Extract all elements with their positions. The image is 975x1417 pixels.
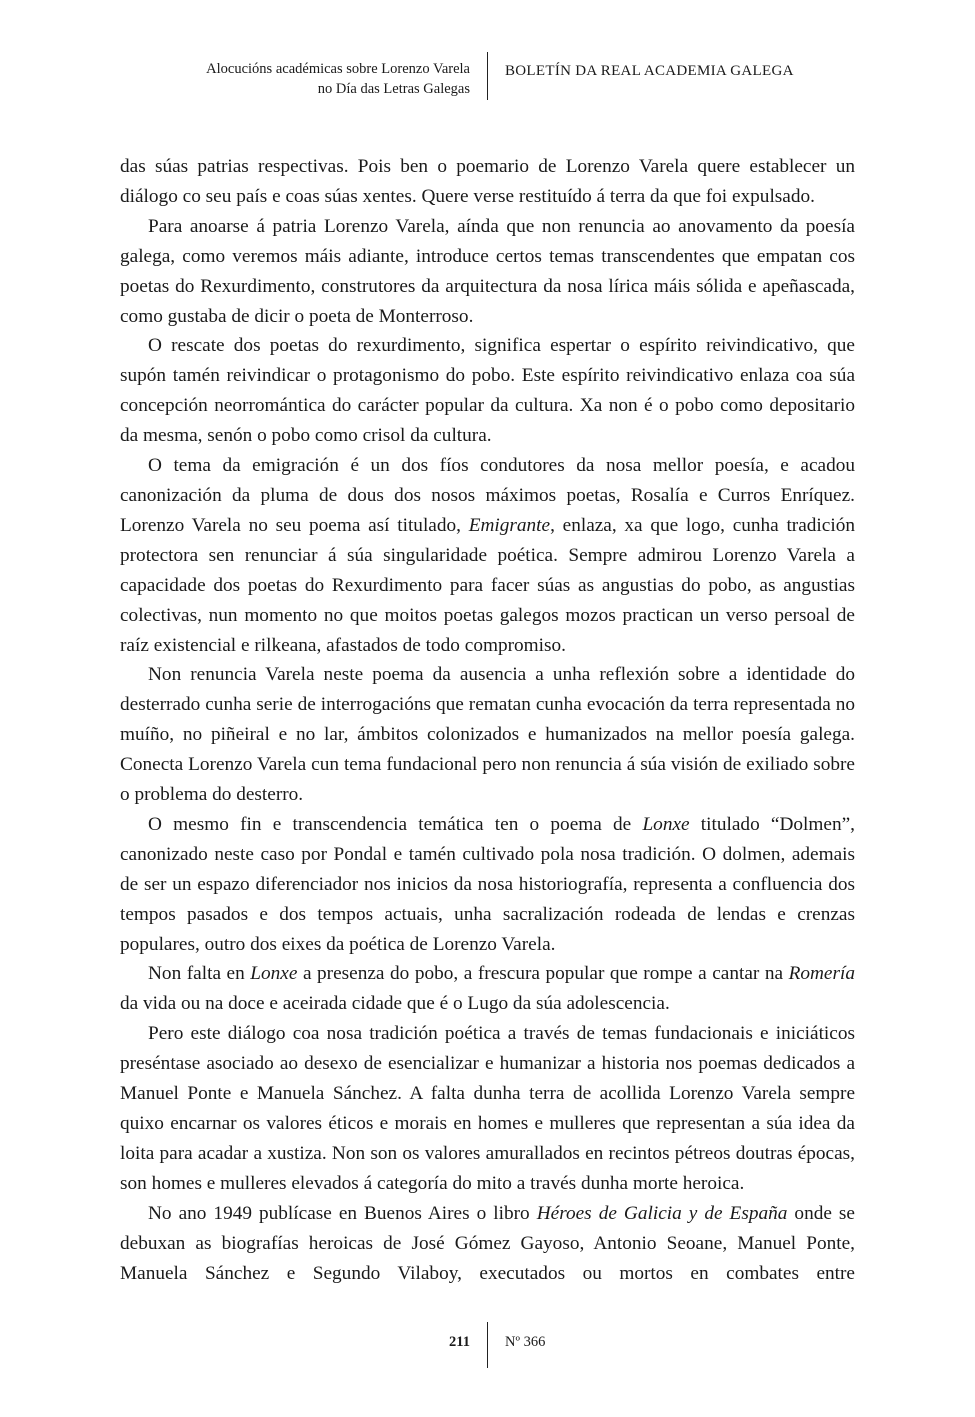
- text-run: Para anoarse á patria Lorenzo Varela, aínda que non renuncia ao anovamento da poesía galega, como veremos máis adiante, introduce certos temas transcendentes que empatan cos poetas do Rexurdimento, construtores da arquitectura da nosa lírica máis sólida e apeñascada, como gustaba de dicir o poeta de Monterroso.: [120, 215, 855, 327]
- text-run: a presenza do pobo, a frescura popular que rompe a cantar na: [297, 963, 789, 985]
- text-run: titulado “Dolmen”, canonizado neste caso por Pondal e tamén cultivado pola nosa tradición. O dolmen, ademais de ser un espazo diferenciador nos inicios da nosa historiografía, representa a confluencia dos tempos pasados e dos tempos actuais, unha sacralización rodeada de lendas e crenzas populares, outro dos eixes da poética de Lorenzo Varela.: [120, 813, 855, 955]
- text-run: No ano 1949 publícase en Buenos Aires o libro: [148, 1202, 537, 1224]
- footer-divider: [487, 1322, 488, 1368]
- paragraph: [120, 660, 855, 810]
- header-divider: [487, 52, 488, 100]
- journal-title-header: BOLETÍN DA REAL ACADEMIA GALEGA: [505, 63, 794, 79]
- italic-title: Lonxe: [642, 813, 690, 835]
- paragraph: [120, 959, 855, 1019]
- header-line-1: Alocucións académicas sobre Lorenzo Varela: [206, 61, 470, 77]
- italic-title: Emigrante: [468, 514, 551, 536]
- body-text: [120, 152, 855, 1288]
- paragraph: [120, 212, 855, 332]
- text-run: da vida ou na doce e aceirada cidade que é o Lugo da súa adolescencia.: [120, 993, 670, 1015]
- paragraph: [120, 1019, 855, 1198]
- paragraph: [120, 152, 855, 212]
- text-run: Non falta en: [148, 963, 251, 985]
- text-run: O mesmo fin e transcendencia temática ten o poema de: [148, 813, 643, 835]
- text-run: , enlaza, xa que logo, cunha tradición protectora sen renunciar á súa singularidade poética. Sempre admirou Lorenzo Varela a capacidade dos poetas do Rexurdimento para facer súas as angustias do pobo, as angustias colectivas, nun momento no que moitos poetas galegos mozos practican un verso persoal de raíz existencial e rilkeana, afastados de todo compromiso.: [120, 514, 855, 656]
- text-run: O tema da emigración é un dos fíos condutores da nosa mellor poesía, e acadou canonización da pluma de dous dos nosos máximos poetas, Rosalía e Curros Enríquez. Lorenzo Varela no seu poema así titulado,: [120, 455, 855, 536]
- text-run: O rescate dos poetas do rexurdimento, significa espertar o espírito reivindicativo, que supón tamén reivindicar o protagonismo do pobo. Este espírito reivindicativo enlaza coa súa concepción neorromántica do carácter popular da cultura. Xa non é o pobo como depositario da mesma, senón o pobo como crisol da cultura.: [120, 335, 855, 447]
- italic-title: Romería: [788, 963, 855, 985]
- text-run: das súas patrias respectivas. Pois ben o poemario de Lorenzo Varela quere establecer un diálogo co seu país e coas súas xentes. Quere verse restituído á terra da que foi expulsado.: [120, 156, 855, 207]
- text-run: onde se debuxan as biografías heroicas de José Gómez Gayoso, Antonio Seoane, Manuel Ponte, Manuela Sánchez e Segundo Vilaboy, executados ou mortos en combates entre: [120, 1202, 855, 1284]
- header-line-2: no Día das Letras Galegas: [317, 81, 470, 97]
- paragraph: [120, 810, 855, 960]
- paragraph: [120, 1199, 855, 1289]
- text-run: Pero este diálogo coa nosa tradición poética a través de temas fundacionais e iniciáticos preséntase asociado ao desexo de esencializar e humanizar a historia nos poemas dedicados a Manuel Ponte e Manuela Sánchez. A falta dunha terra de acollida Lorenzo Varela sempre quixo encarnar os valores éticos e morais en homes e mulleres que representan a súa idea da loita para acadar a xustiza. Non son os valores amurallados en recintos pétreos doutras épocas, son homes e mulleres elevados á categoría do mito a través dunha morte heroica.: [120, 1023, 855, 1194]
- italic-title: Héroes de Galicia y de España: [536, 1202, 788, 1224]
- issue-number: Nº 366: [505, 1334, 546, 1350]
- paragraph: [120, 451, 855, 660]
- article-title-header: [206, 59, 470, 99]
- italic-title: Lonxe: [250, 963, 298, 985]
- paragraph: [120, 331, 855, 451]
- text-run: Non renuncia Varela neste poema da ausencia a unha reflexión sobre a identidade do desterrado cunha serie de interrogacións que rematan cunha evocación da terra representada no muíño, no piñeiral e no lar, ámbitos colonizados e humanizados na mellor poesía galega. Conecta Lorenzo Varela cun tema fundacional pero non renuncia á súa visión de exiliado sobre o problema do desterro.: [120, 664, 855, 806]
- page-number: 211: [449, 1334, 470, 1350]
